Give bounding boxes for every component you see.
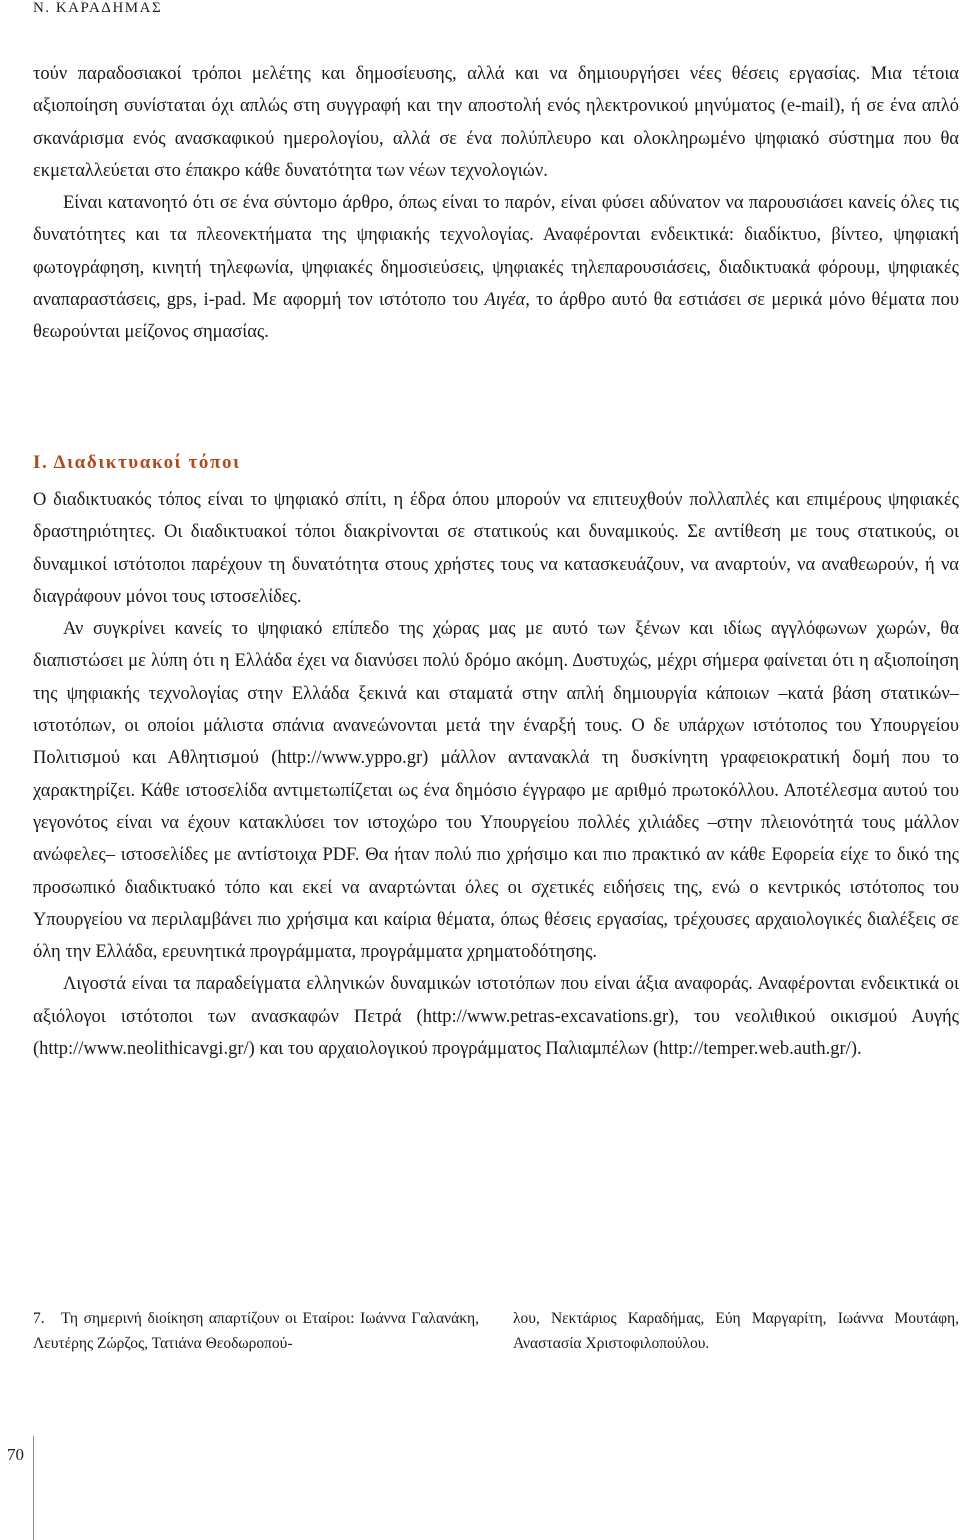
footnotes bbox=[33, 1306, 959, 1356]
footnote-text-1: Τη σημερινή διοίκηση απαρτίζουν οι Εταίροι: Ιωάννα Γαλανάκη, Λευτέρης Ζώρζος, Τατιάνα Θεοδωροπού- bbox=[33, 1310, 479, 1352]
intro-paragraph-1: τούν παραδοσιακοί τρόποι μελέτης και δημοσίευσης, αλλά και να δημιουργήσει νέες θέσεις εργασίας. Μια τέτοια αξιοποίηση συνίσταται όχι απλώς στη συγγραφή και την αποστολή ενός ηλεκτρονικού μηνύματος (e-mail), ή σε ένα απλό σκανάρισμα ενός ανασκαφικού ημερολογίου, αλλά σε ένα πολύπλευρο και ολοκληρωμένο ψηφιακό σύστημα που θα εκμεταλλεύεται στο έπακρο κάθε δυνατότητα των νέων τεχνολογιών. bbox=[33, 64, 959, 181]
section-paragraph-3: Λιγοστά είναι τα παραδείγματα ελληνικών δυναμικών ιστοτόπων που είναι άξια αναφοράς. Αναφέρονται ενδεικτικά οι αξιόλογοι ιστότοποι των ανασκαφών Πετρά (http://www.petras-excavations.gr), του νεολιθικού οικισμού Αυγής (http://www.neolithicavgi.gr/) και του αρχαιολογικού προγράμματος Παλιαμπέλων (http://temper.web.auth.gr/). bbox=[33, 974, 959, 1060]
section-paragraph-2: Αν συγκρίνει κανείς το ψηφιακό επίπεδο της χώρας μας με αυτό των ξένων και ιδίως αγγλόφωνων χωρών, θα διαπιστώσει με λύπη ότι η Ελλάδα έχει να διανύσει πολύ δρόμο ακόμη. Δυστυχώς, μέχρι σήμερα φαίνεται ότι η αξιοποίηση της ψηφιακής τεχνολογίας στην Ελλάδα ξεκινά και σταματά στην απλή δημιουργία κάποιων –κατά βάση στατικών– ιστοτόπων, οι οποίοι μάλιστα σπάνια ανανεώνονται μετά την έναρξή τους. Ο δε υπάρχων ιστότοπος του Υπουργείου Πολιτισμού και Αθλητισμού (http://www.yppo.gr) μάλλον αντανακλά τη δυσκίνητη γραφειοκρατική δομή που το χαρακτηρίζει. Κάθε ιστοσελίδα αντιμετωπίζεται ως ένα δημόσιο έγγραφο με αριθμό πρωτοκόλλου. Αποτέλεσμα αυτού του γεγονότος είναι να έχουν κατακλύσει τον ιστοχώρο του Υπουργείου πολλές χιλιάδες –στην πλειονότητά τους μάλλον ανώφελες– ιστοσελίδες με αντίστοιχα PDF. Θα ήταν πολύ πιο χρήσιμο και πιο πρακτικό αν κάθε Εφορεία είχε το δικό της προσωπικό διαδικτυακό τόπο και εκεί να αναρτώνται όλες οι σχετικές ειδήσεις της, ενώ ο κεντρικός ιστότοπος του Υπουργείου να περιλαμβάνει πιο χρήσιμα και καίρια θέματα, όπως θέσεις εργασίας, τρέχουσες αρχαιολογικές διαλέξεις σε όλη την Ελλάδα, ερευνητικά προγράμματα, προγράμματα χρηματοδότησης. bbox=[33, 619, 959, 963]
section-paragraph-1: Ο διαδικτυακός τόπος είναι το ψηφιακό σπίτι, η έδρα όπου μπορούν να επιτευχθούν πολλαπλές και επιμέρους ψηφιακές δραστηριότητες. Οι διαδικτυακοί τόποι διακρίνονται σε στατικούς και δυναμικούς. Σε αντίθεση με τους στατικούς, οι δυναμικοί ιστότοποι παρέχουν τη δυνατότητα στους χρήστες τους να κατασκευάζουν, να αναρτούν, να αναθεωρούν, ή να διαγράφουν μόνοι τους ιστοσελίδες. bbox=[33, 490, 959, 607]
footnote-number: 7. bbox=[33, 1310, 45, 1327]
intro-paragraph-2 bbox=[33, 187, 959, 348]
section-text bbox=[33, 484, 959, 1065]
footnote-column-2 bbox=[513, 1306, 959, 1356]
footnote-column-1 bbox=[33, 1306, 479, 1356]
intro-paragraph-2-start: Είναι κατανοητό ότι σε ένα σύντομο άρθρο, όπως είναι το παρόν, είναι φύσει αδύνατον να παρουσιάσει κανείς όλες τις δυνατότητες και τα πλεονεκτήματα της ψηφιακής τεχνολογίας. Αναφέρονται ενδεικτικά: διαδίκτυο, βίντεο, ψηφιακή φωτογράφηση, κινητή τηλεφωνία, ψηφιακές δημοσιεύσεις, ψηφιακές τηλεπαρουσιάσεις, διαδικτυακά φόρουμ, ψηφιακές αναπαραστάσεις, gps, i-pad. Με αφορμή τον ιστότοπο του bbox=[33, 193, 959, 311]
intro-text bbox=[33, 58, 959, 349]
footnote-text-2: λου, Νεκτάριος Καραδήμας, Εύη Μαργαρίτη, Ιωάννα Μουτάφη, Αναστασία Χριστοφιλοπούλου. bbox=[513, 1310, 959, 1352]
page-number-rule bbox=[33, 1436, 34, 1540]
page-number: 70 bbox=[7, 1445, 24, 1464]
section-heading: Ι. Διαδικτυακοί τόποι bbox=[33, 452, 241, 473]
running-head: Ν. ΚΑΡΑΔΗΜΑΣ bbox=[33, 0, 163, 16]
intro-paragraph-2-end: , το άρθρο αυτό θα εστιάσει σε μερικά μόνο θέματα που θεωρούνται μείζονος σημασίας. bbox=[33, 290, 959, 343]
aigea-site-name: Αιγέα bbox=[484, 290, 526, 311]
